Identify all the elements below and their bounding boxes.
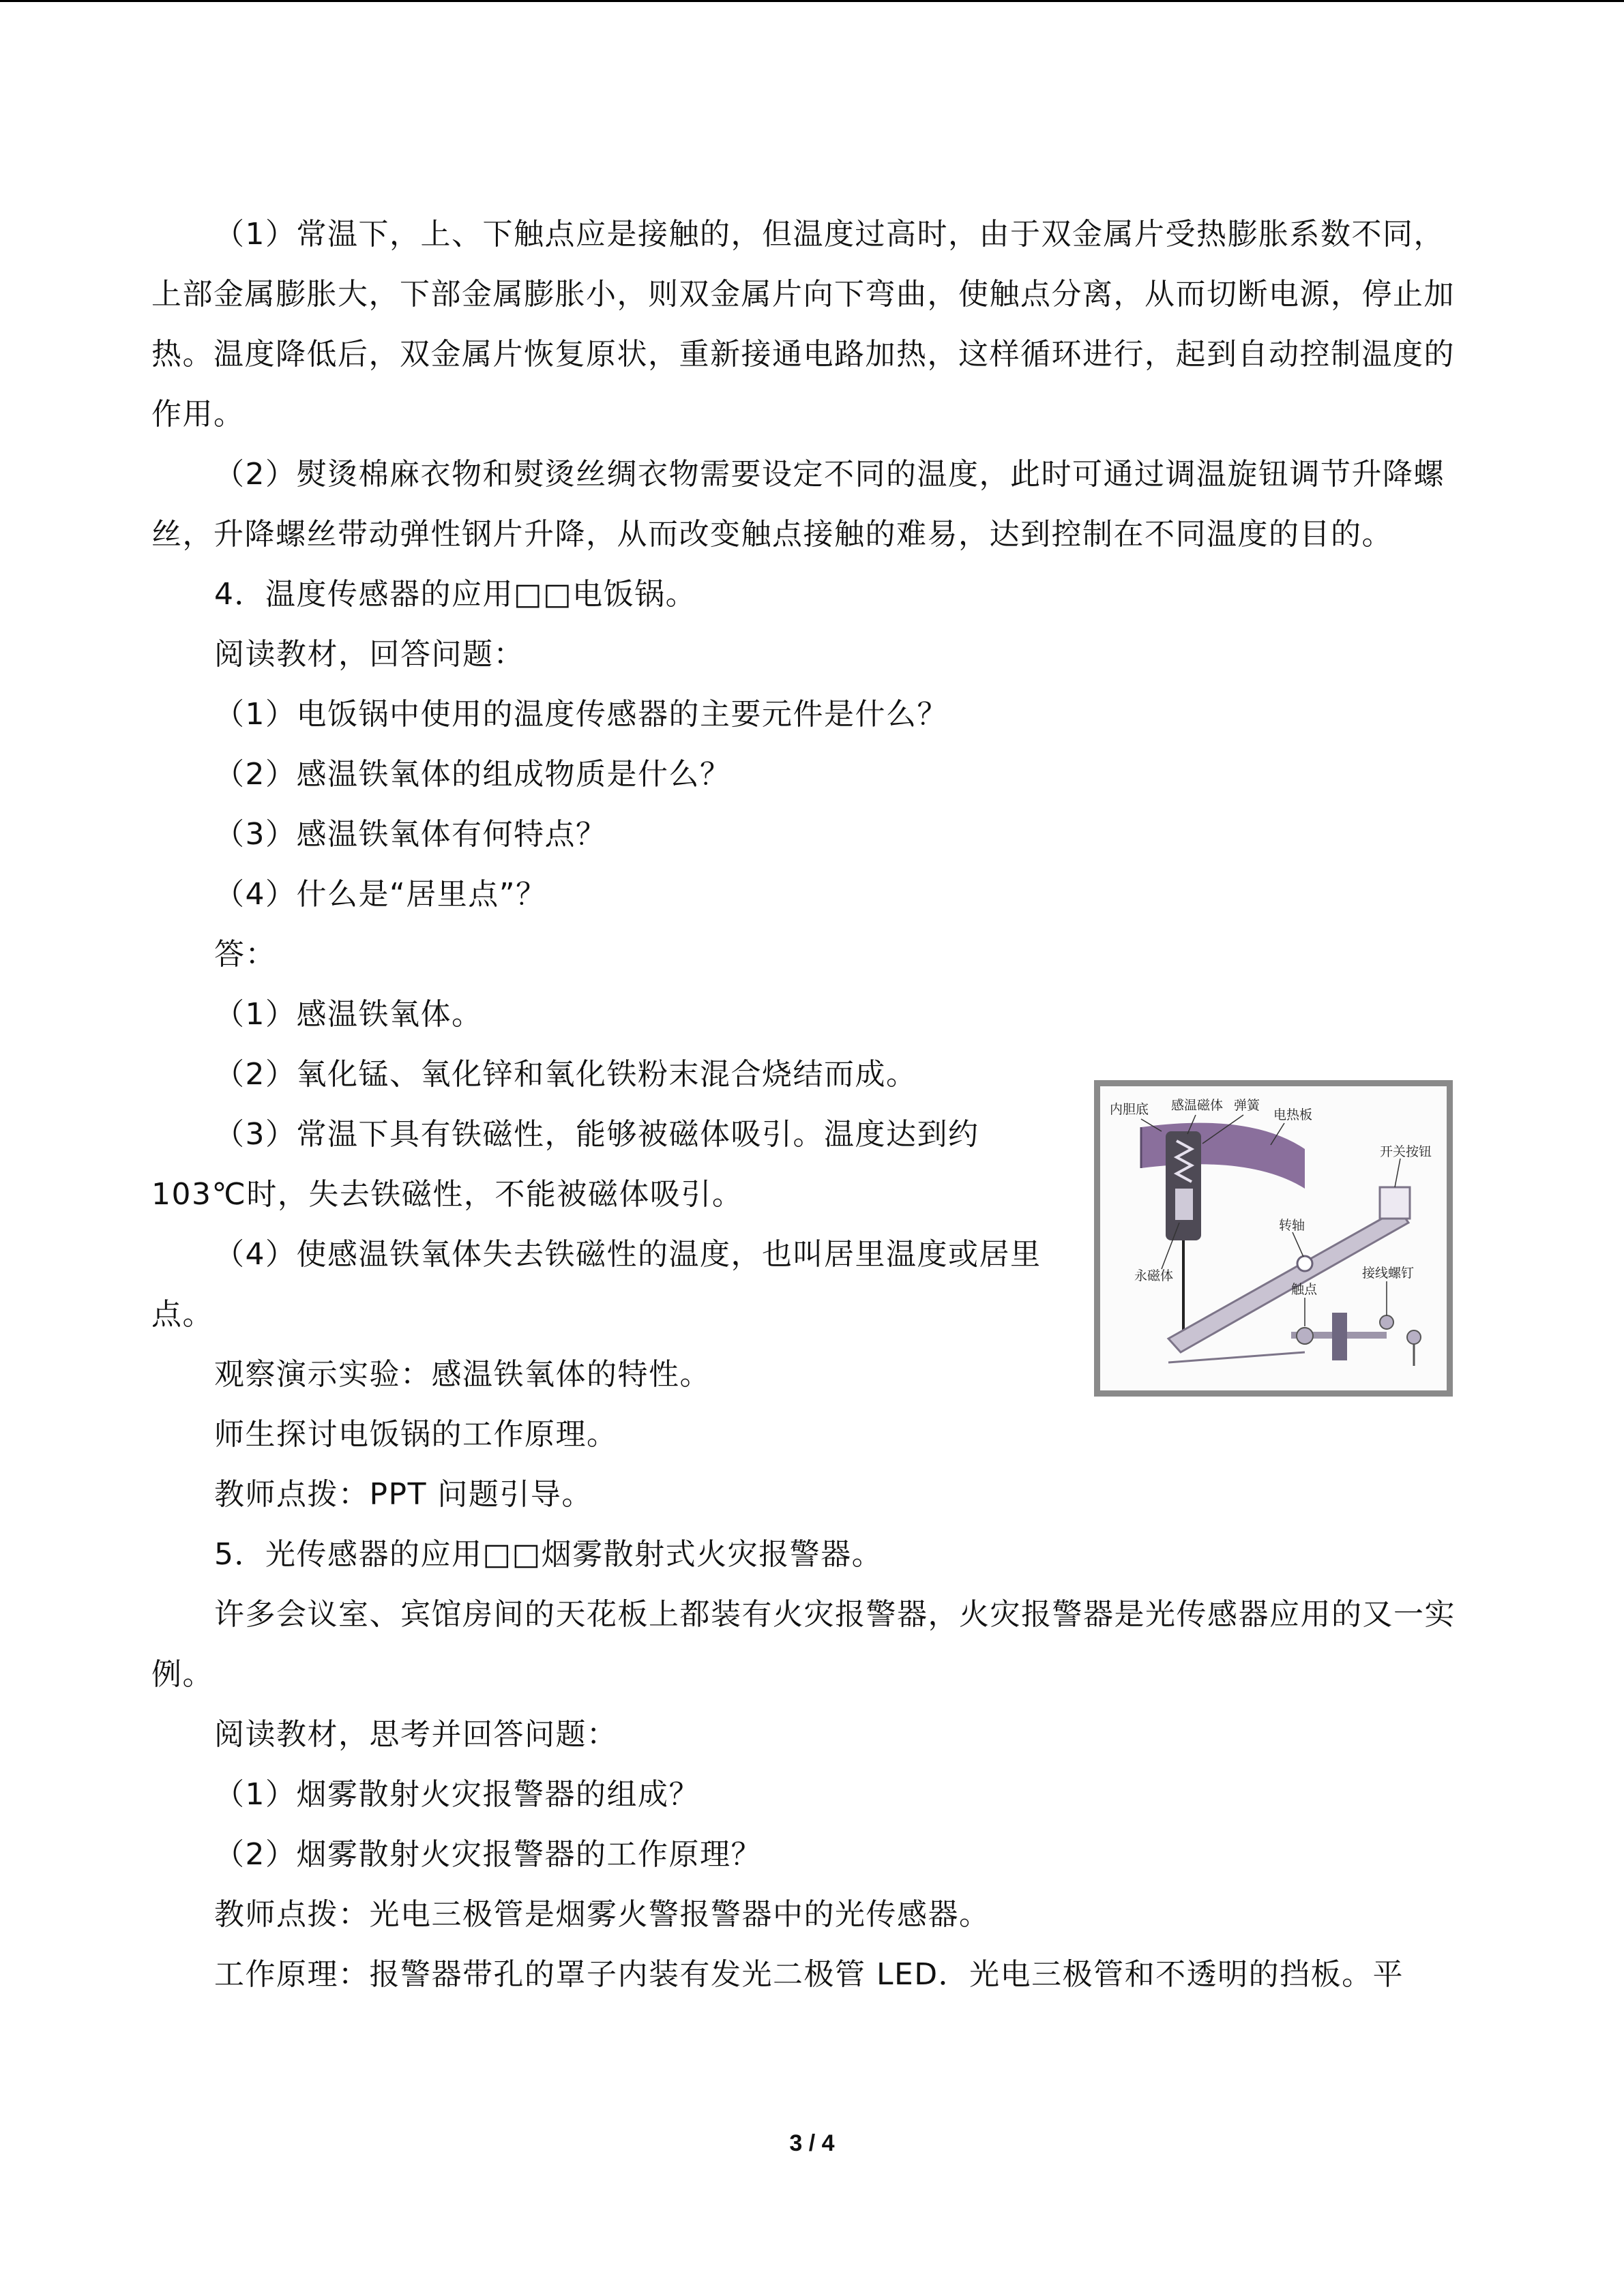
base-line-shape [1168, 1352, 1305, 1362]
terminal-screw-shape-1 [1380, 1315, 1393, 1329]
switch-button-shape [1380, 1187, 1410, 1219]
paragraph-read-think: 阅读教材，思考并回答问题： [214, 1717, 618, 1752]
contact-post-shape [1332, 1313, 1347, 1360]
label-heater: 电热板 [1273, 1108, 1313, 1122]
answer-label: 答： [214, 937, 276, 972]
paragraph-fire-alarm-intro: 许多会议室、宾馆房间的天花板上都装有火灾报警器，火灾报警器是光传感器应用的又一实例。 [151, 1597, 1456, 1692]
paragraph-teacher-hint-phototransistor: 教师点拨：光电三极管是烟雾火警报警器中的光传感器。 [214, 1897, 990, 1932]
alarm-question-1: （1）烟雾散射火灾报警器的组成？ [214, 1777, 700, 1812]
label-spring: 弹簧 [1234, 1099, 1260, 1113]
terminal-screw-shape-2 [1407, 1330, 1421, 1344]
top-border-line [0, 0, 1624, 2]
answer-3: （3）常温下具有铁磁性，能够被磁体吸引。温度达到约103℃时，失去铁磁性，不能被磁体吸引。 [151, 1117, 979, 1212]
label-contact: 触点 [1291, 1283, 1318, 1297]
question-3: （3）感温铁氧体有何特点？ [214, 817, 607, 852]
page-number: 3 / 4 [789, 2130, 835, 2156]
alarm-question-2: （2）烟雾散射火灾报警器的工作原理？ [214, 1837, 762, 1872]
paragraph-bimetal-principle: （1）常温下，上、下触点应是接触的，但温度过高时，由于双金属片受热膨胀系数不同，上部金属膨胀大，下部金属膨胀小，则双金属片向下弯曲，使触点分离，从而切断电源，停止加热。温度降低后，双金属片恢复原状，重新接通电路加热，这样循环进行，起到自动控制温度的作用。 [151, 217, 1455, 432]
paragraph-teacher-hint-ppt: 教师点拨：PPT 问题引导。 [214, 1477, 593, 1512]
label-terminal-screw: 接线螺钉 [1362, 1266, 1415, 1281]
paragraph-discussion: 师生探讨电饭锅的工作原理。 [214, 1417, 618, 1452]
answer-1: （1）感温铁氧体。 [214, 997, 483, 1032]
paragraph-read-textbook: 阅读教材，回答问题： [214, 637, 525, 672]
label-magnet: 永磁体 [1134, 1269, 1174, 1283]
section-heading-fire-alarm: 5．光传感器的应用□□烟雾散射式火灾报警器。 [214, 1537, 883, 1572]
section-heading-rice-cooker: 4．温度传感器的应用□□电饭锅。 [214, 577, 697, 612]
label-ferrite: 感温磁体 [1171, 1099, 1224, 1113]
question-4: （4）什么是“居里点”？ [214, 877, 547, 912]
label-pivot: 转轴 [1279, 1219, 1305, 1233]
question-1: （1）电饭锅中使用的温度传感器的主要元件是什么？ [214, 697, 948, 732]
question-2: （2）感温铁氧体的组成物质是什么？ [214, 757, 731, 792]
paragraph-demo-experiment: 观察演示实验：感温铁氧体的特性。 [214, 1357, 711, 1392]
magnet-block-shape [1175, 1189, 1193, 1220]
ferrite-column-shape [1166, 1131, 1201, 1240]
contact-shape [1297, 1328, 1313, 1344]
answer-2: （2）氧化锰、氧化锌和氧化铁粉末混合烧结而成。 [214, 1057, 917, 1092]
pivot-shape [1297, 1256, 1312, 1271]
rice-cooker-diagram-svg [1100, 1086, 1447, 1390]
paragraph-iron-temperature: （2）熨烫棉麻衣物和熨烫丝绸衣物需要设定不同的温度，此时可通过调温旋钮调节升降螺丝，升降螺丝带动弹性钢片升降，从而改变触点接触的难易，达到控制在不同温度的目的。 [151, 457, 1445, 552]
rice-cooker-diagram [1094, 1080, 1453, 1397]
answer-4: （4）使感温铁氧体失去铁磁性的温度，也叫居里温度或居里点。 [151, 1237, 1042, 1332]
paragraph-working-principle: 工作原理：报警器带孔的罩子内装有发光二极管 LED．光电三极管和不透明的挡板。平 [214, 1957, 1404, 1992]
label-switch-button: 开关按钮 [1380, 1145, 1432, 1159]
label-inner-pot: 内胆底 [1110, 1103, 1149, 1117]
